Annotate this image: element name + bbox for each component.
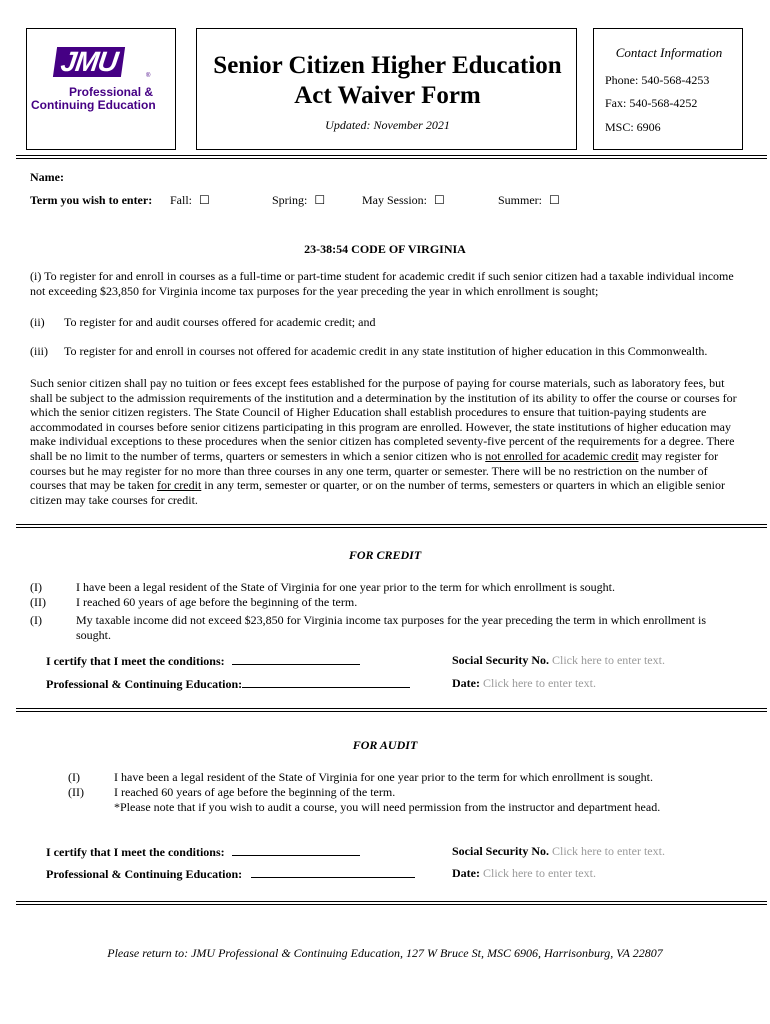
may-checkbox[interactable]: ☐ [434,193,445,207]
divider-top [16,155,767,159]
summer-label: Summer: [498,193,542,207]
audit-heading: FOR AUDIT [352,738,418,752]
spring-label: Spring: [272,193,308,207]
audit-item-1-num: (I) [68,770,80,784]
logo-line-2: Continuing Education [31,98,156,112]
code-para-part-c: in any term, semester or quarter, or on the number of terms, semesters or quarters in which an eligible senior citizen may take courses for credit. [30,478,725,507]
audit-ssn-row [452,844,665,859]
term-fall[interactable] [170,193,210,208]
fall-label: Fall: [170,193,193,207]
term-may[interactable] [362,193,445,208]
logo-trademark: ® [146,73,151,79]
credit-certify-label: I certify that I meet the conditions: [46,654,225,668]
credit-date-field[interactable]: Click here to enter text. [482,676,596,690]
credit-ssn-label: Social Security No. [452,653,549,667]
audit-pce-signature-line[interactable] [251,867,415,878]
credit-item-3-num: (I) [30,613,42,627]
credit-heading: FOR CREDIT [348,548,422,562]
logo-line-1: Professional & [69,85,154,99]
audit-pce-row [46,867,415,882]
audit-note: *Please note that if you wish to audit a course, you will need permission from the instructor and department head. [114,800,661,814]
audit-date-label: Date: [452,866,480,880]
credit-item-1-num: (I) [30,580,42,594]
code-para-part-b: may register for courses but he may register for no more than three courses in any one term, quarter or semester. There will be no restriction on the number of courses that may be taken [30,448,719,493]
term-spring[interactable] [272,193,325,208]
contact-fax: Fax: 540-568-4252 [605,96,698,110]
code-item-ii: To register for and audit courses offered for academic credit; and [64,315,376,329]
title-box [196,28,577,150]
credit-item-2: I reached 60 years of age before the beginning of the term. [76,595,358,609]
term-label: Term you wish to enter: [30,193,153,207]
code-heading: 23-38:54 CODE OF VIRGINIA [304,242,466,256]
divider-audit [16,708,767,712]
credit-date-row [452,676,596,691]
credit-item-2-num: (II) [30,595,46,609]
code-item-iii-num: (iii) [30,344,48,358]
credit-certify-signature-line[interactable] [232,654,360,665]
audit-ssn-field[interactable]: Click here to enter text. [552,844,665,858]
audit-pce-label: Professional & Continuing Education: [46,867,243,881]
name-label: Name: [30,170,64,184]
audit-certify-signature-line[interactable] [232,845,360,856]
updated-date: Updated: November 2021 [325,118,450,132]
code-para-part-a: Such senior citizen shall pay no tuition or fees except fees established for the purpose of paying for course materials, such as laboratory fees, but shall be subject to the admission requirements of the institution and a determination by the institution of its ability to offer the course or courses for which the senior citizen registers. The State Council of Higher Education shall establish procedures to ensure that tuition-paying students are accommodated in courses before senior citizens participating in this program are enrolled. However, the state institutions of higher education may make individual exceptions to these procedures when the senior citizen has completed seventy-five percent of the requirements for a degree. There shall be no limit to the number of terms, quarters or semesters in which a senior citizen who is [30,376,737,463]
audit-ssn-label: Social Security No. [452,844,549,858]
credit-certify-row [46,654,360,669]
audit-item-1: I have been a legal resident of the State of Virginia for one year prior to the term for which enrollment is sought. [114,770,654,784]
code-paragraph [30,376,742,507]
return-address: Please return to: JMU Professional & Continuing Education, 127 W Bruce St, MSC 6906, Harrisonburg, VA 22807 [107,946,663,960]
credit-item-1: I have been a legal resident of the State of Virginia for one year prior to the term for which enrollment is sought. [76,580,616,594]
code-item-i: (i) To register for and enroll in courses as a full-time or part-time student for academic credit if such senior citizen had a taxable individual income not exceeding $23,850 for Virginia income tax purposes for the year preceding the year in which enrollment is sought; [30,269,734,298]
logo-box [26,28,176,150]
credit-date-label: Date: [452,676,480,690]
audit-item-2: I reached 60 years of age before the beginning of the term. [114,785,396,799]
code-item-iii: To register for and enroll in courses not offered for academic credit in any state institution of higher education in this Commonwealth. [64,344,708,358]
fall-checkbox[interactable]: ☐ [199,193,210,207]
contact-msc: MSC: 6906 [605,120,661,134]
code-para-underline-2: for credit [156,478,202,493]
contact-box [593,28,743,150]
term-summer[interactable] [498,193,560,208]
credit-pce-row [46,677,410,692]
code-para-underline-1: not enrolled for academic credit [485,448,639,463]
divider-bottom [16,901,767,905]
credit-ssn-field[interactable]: Click here to enter text. [552,653,665,667]
contact-phone: Phone: 540-568-4253 [605,73,710,87]
jmu-logo: JMU [53,47,125,77]
credit-item-3: My taxable income did not exceed $23,850 for Virginia income tax purposes for the year preceding the term in which enrollment is sought. [76,613,706,642]
credit-pce-signature-line[interactable] [242,677,410,688]
code-item-ii-num: (ii) [30,315,45,329]
form-title-line-1: Senior Citizen Higher Education [213,52,562,79]
form-title-line-2: Act Waiver Form [294,82,481,109]
contact-title: Contact Information [615,45,723,60]
credit-ssn-row [452,653,665,668]
may-label: May Session: [362,193,428,207]
audit-item-2-num: (II) [68,785,84,799]
summer-checkbox[interactable]: ☐ [549,193,560,207]
audit-date-field[interactable]: Click here to enter text. [482,866,596,880]
audit-certify-label: I certify that I meet the conditions: [46,845,225,859]
audit-certify-row [46,845,360,860]
divider-credit [16,524,767,528]
spring-checkbox[interactable]: ☐ [314,193,326,207]
audit-date-row [452,866,596,881]
credit-pce-label: Professional & Continuing Education: [46,677,243,691]
